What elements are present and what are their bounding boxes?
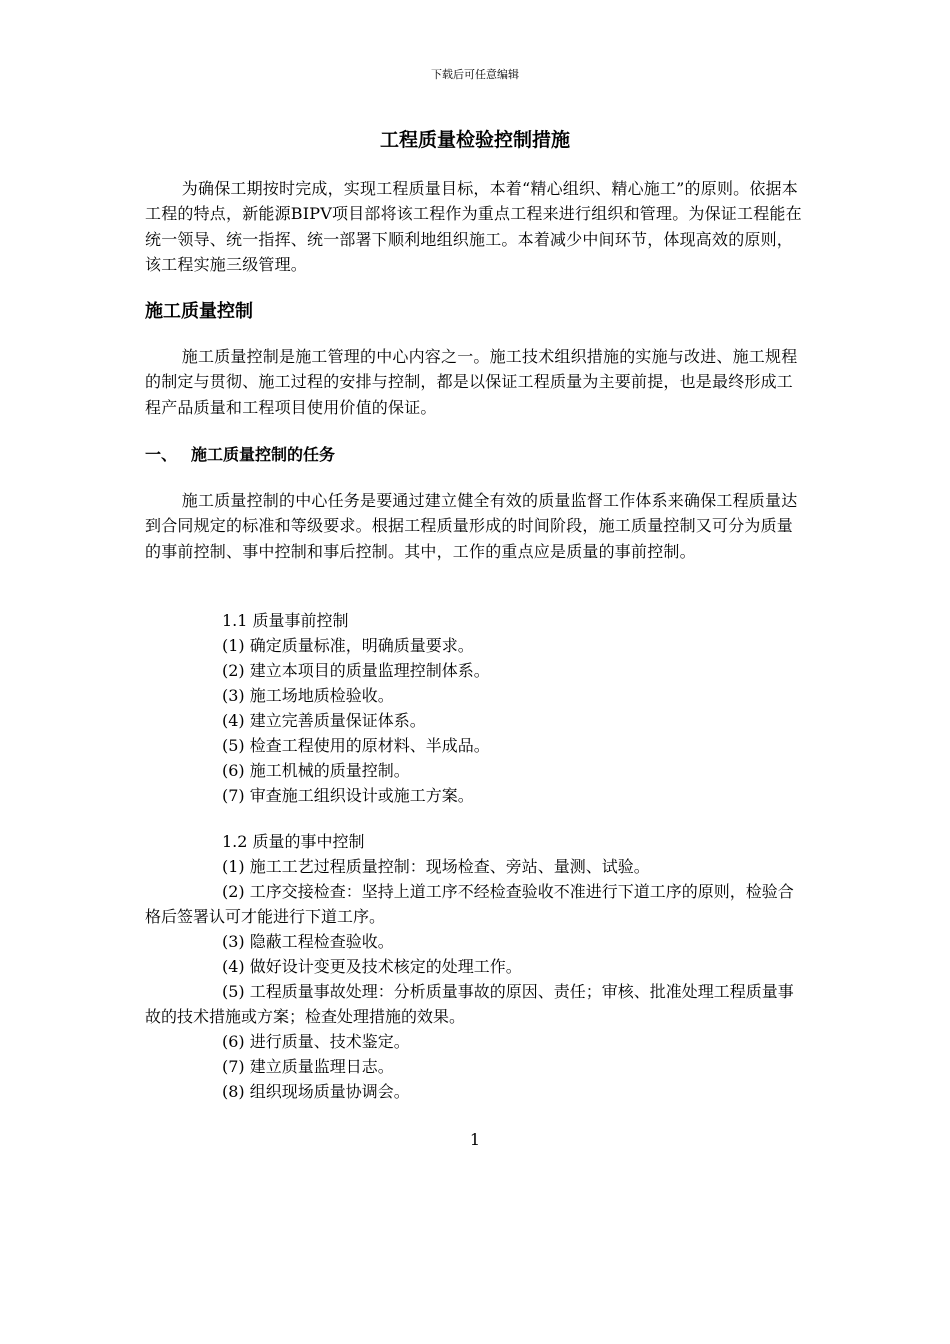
section-paragraph: 施工质量控制是施工管理的中心内容之一。施工技术组织措施的实施与改进、施工规程的制定与贯彻、施工过程的安排与控制，都是以保证工程质量为主要前提，也是最终形成工程产品质量和工程项目使用价值的保证。 <box>145 347 798 417</box>
list-item: (4) 建立完善质量保证体系。 <box>222 711 426 730</box>
in-process-control-list <box>145 829 805 1104</box>
list-item: (7) 审查施工组织设计或施工方案。 <box>222 786 474 805</box>
list-item: (5) 工程质量事故处理：分析质量事故的原因、责任；审核、批准处理工程质量事故的技术措施或方案；检查处理措施的效果。 <box>145 982 794 1026</box>
list-item: (4) 做好设计变更及技术核定的处理工作。 <box>222 957 522 976</box>
subsection-title: 施工质量控制的任务 <box>191 445 336 464</box>
page-number: 1 <box>469 1130 481 1149</box>
list-item: (7) 建立质量监理日志。 <box>222 1057 394 1076</box>
list-item: (2) 工序交接检查：坚持上道工序不经检查验收不准进行下道工序的原则，检验合格后签署认可才能进行下道工序。 <box>145 882 794 926</box>
list-item: (6) 进行质量、技术鉴定。 <box>222 1032 410 1051</box>
list-item: (1) 施工工艺过程质量控制：现场检查、旁站、量测、试验。 <box>222 857 650 876</box>
list-item: (8) 组织现场质量协调会。 <box>222 1082 410 1101</box>
subsection-number: 一、 <box>145 445 178 464</box>
list-item: (6) 施工机械的质量控制。 <box>222 761 410 780</box>
list-item: (1) 确定质量标准，明确质量要求。 <box>222 636 474 655</box>
list-item: (3) 隐蔽工程检查验收。 <box>222 932 394 951</box>
header-note: 下载后可任意编辑 <box>431 68 519 81</box>
subsection-paragraph: 施工质量控制的中心任务是要通过建立健全有效的质量监督工作体系来确保工程质量达到合同规定的标准和等级要求。根据工程质量形成的时间阶段，施工质量控制又可分为质量的事前控制、事中控制和事后控制。其中，工作的重点应是质量的事前控制。 <box>145 491 798 561</box>
pre-control-list <box>145 608 805 808</box>
list-item: (5) 检查工程使用的原材料、半成品。 <box>222 736 490 755</box>
list-title: 1.1 质量事前控制 <box>222 611 349 630</box>
page-title: 工程质量检验控制措施 <box>379 129 570 151</box>
subsection-heading <box>145 442 335 465</box>
section-heading: 施工质量控制 <box>145 301 253 322</box>
list-title: 1.2 质量的事中控制 <box>222 832 365 851</box>
intro-paragraph: 为确保工期按时完成，实现工程质量目标，本着“精心组织、精心施工”的原则。依据本工程的特点，新能源BIPV项目部将该工程作为重点工程来进行组织和管理。为保证工程能在统一领导、统一指挥、统一部署下顺利地组织施工。本着减少中间环节，体现高效的原则，该工程实施三级管理。 <box>145 179 802 274</box>
list-item: (3) 施工场地质检验收。 <box>222 686 394 705</box>
list-item: (2) 建立本项目的质量监理控制体系。 <box>222 661 490 680</box>
